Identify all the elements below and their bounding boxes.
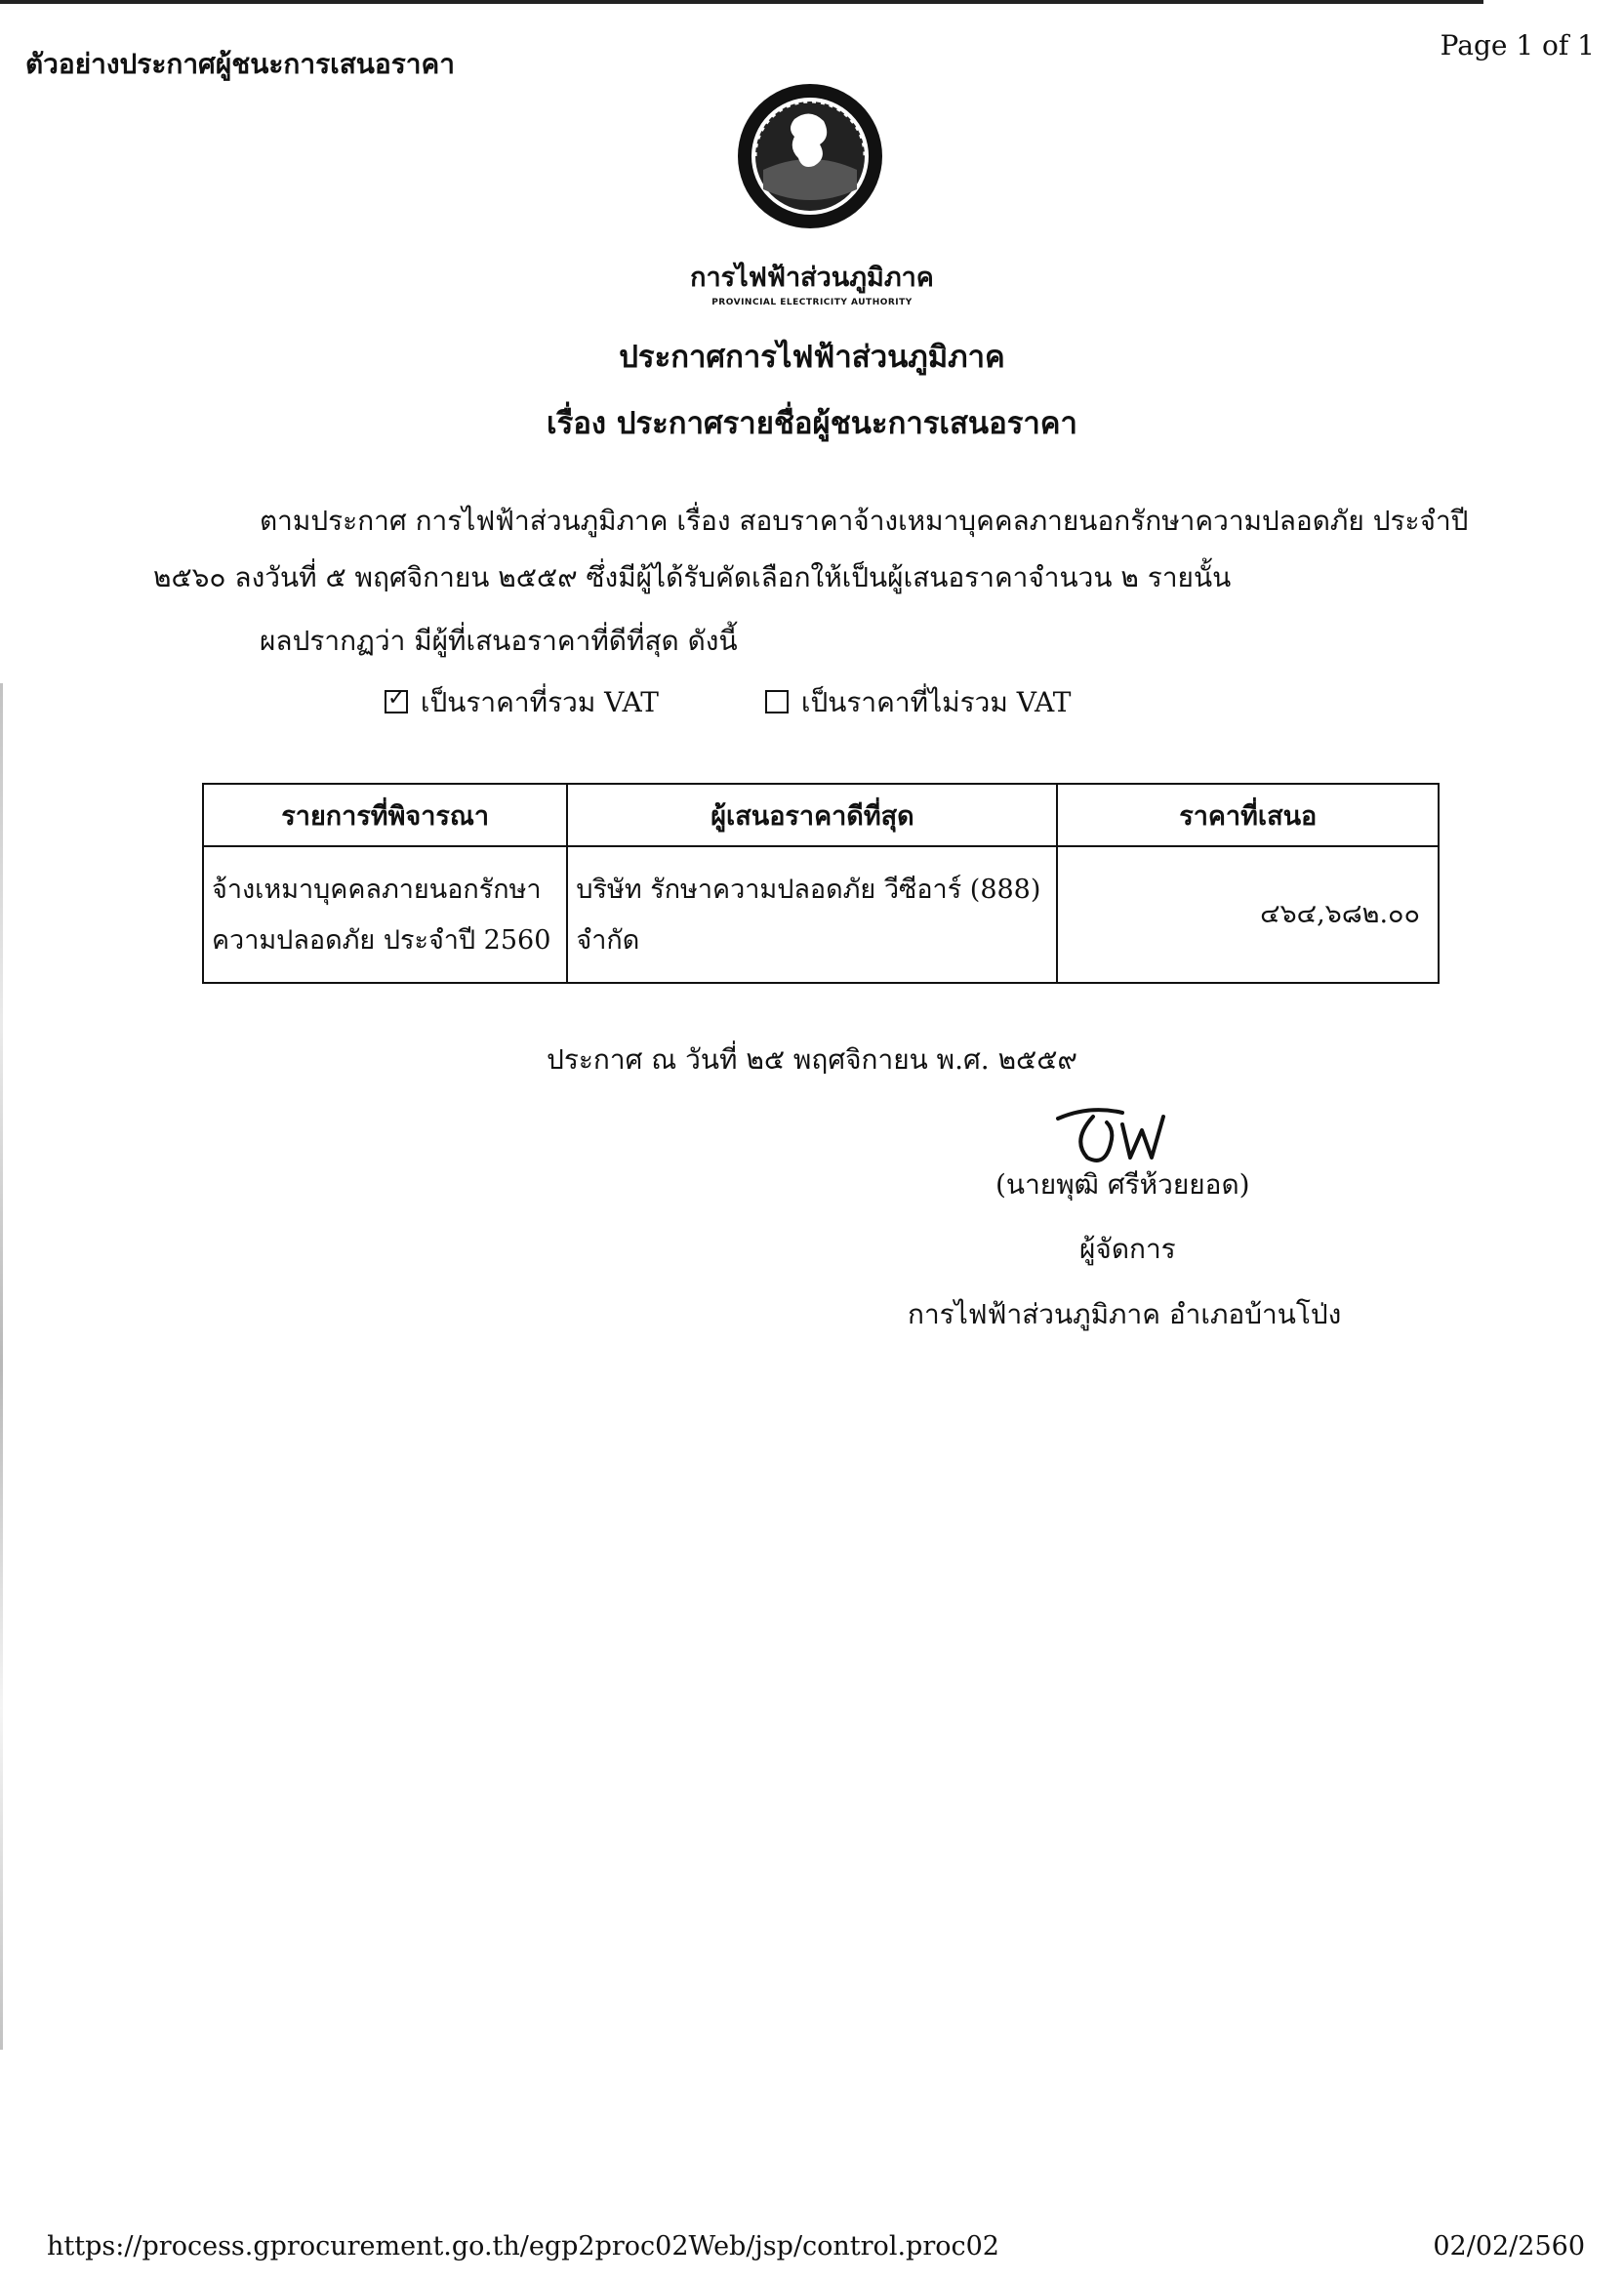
signer-office: การไฟฟ้าส่วนภูมิภาค อำเภอบ้านโป่ง: [908, 1298, 1342, 1330]
table-header-row: [203, 784, 1439, 846]
column-header-item: รายการที่พิจารณา: [203, 784, 567, 846]
cell-item: จ้างเหมาบุคคลภายนอกรักษาความปลอดภัย ประจำปี 2560: [203, 846, 567, 983]
table-row: [203, 846, 1439, 983]
checkbox-unchecked-icon[interactable]: [765, 690, 789, 713]
column-header-bidder: ผู้เสนอราคาดีที่สุด: [567, 784, 1057, 846]
announcement-heading: ประกาศการไฟฟ้าส่วนภูมิภาค: [619, 340, 1005, 375]
body-line-1: ตามประกาศ การไฟฟ้าส่วนภูมิภาค เรื่อง สอบราคาจ้างเหมาบุคคลภายนอกรักษาความปลอดภัย ประจำปี: [260, 505, 1469, 537]
signer-position: ผู้จัดการ: [1079, 1233, 1176, 1265]
cell-bidder: บริษัท รักษาความปลอดภัย วีซีอาร์ (888) จำกัด: [567, 846, 1057, 983]
announcement-subject: เรื่อง ประกาศรายชื่อผู้ชนะการเสนอราคา: [547, 406, 1077, 441]
top-rule: [0, 0, 1483, 4]
signer-name: (นายพุฒิ ศรีห้วยยอด): [995, 1168, 1250, 1201]
scan-edge: [0, 683, 3, 2050]
issued-date: ประกาศ ณ วันที่ ๒๕ พฤศจิกายน พ.ศ. ๒๕๕๙: [547, 1043, 1077, 1076]
checkbox-checked-icon[interactable]: [385, 690, 408, 713]
cell-price: ๔๖๔,๖๘๒.๐๐: [1057, 846, 1439, 983]
result-table: [202, 783, 1440, 984]
footer-date: 02/02/2560: [1433, 2231, 1585, 2262]
column-header-price: ราคาที่เสนอ: [1057, 784, 1439, 846]
vat-excluded-label: เป็นราคาที่ไม่รวม VAT: [800, 686, 1072, 718]
vat-excluded-option[interactable]: [765, 681, 1071, 724]
vat-included-label: เป็นราคาที่รวม VAT: [420, 686, 659, 718]
page-count: Page 1 of 1: [1440, 29, 1595, 61]
footer-url-link[interactable]: https://process.gprocurement.go.th/egp2proc02Web/jsp/control.proc02: [47, 2231, 999, 2262]
body-line-3: ผลปรากฏว่า มีผู้ที่เสนอราคาที่ดีที่สุด ดังนี้: [260, 625, 738, 657]
pea-seal-icon: [734, 80, 886, 232]
organization-name-th: การไฟฟ้าส่วนภูมิภาค: [690, 263, 934, 293]
page-title: ตัวอย่างประกาศผู้ชนะการเสนอราคา: [25, 48, 455, 80]
body-line-2: ๒๕๖๐ ลงวันที่ ๕ พฤศจิกายน ๒๕๕๙ ซึ่งมีผู้ได้รับคัดเลือกให้เป็นผู้เสนอราคาจำนวน ๒ รายนั้น: [153, 561, 1232, 593]
vat-included-option[interactable]: [385, 681, 659, 724]
signature-mark: [1050, 1101, 1187, 1169]
organization-name-en: PROVINCIAL ELECTRICITY AUTHORITY: [711, 298, 913, 307]
